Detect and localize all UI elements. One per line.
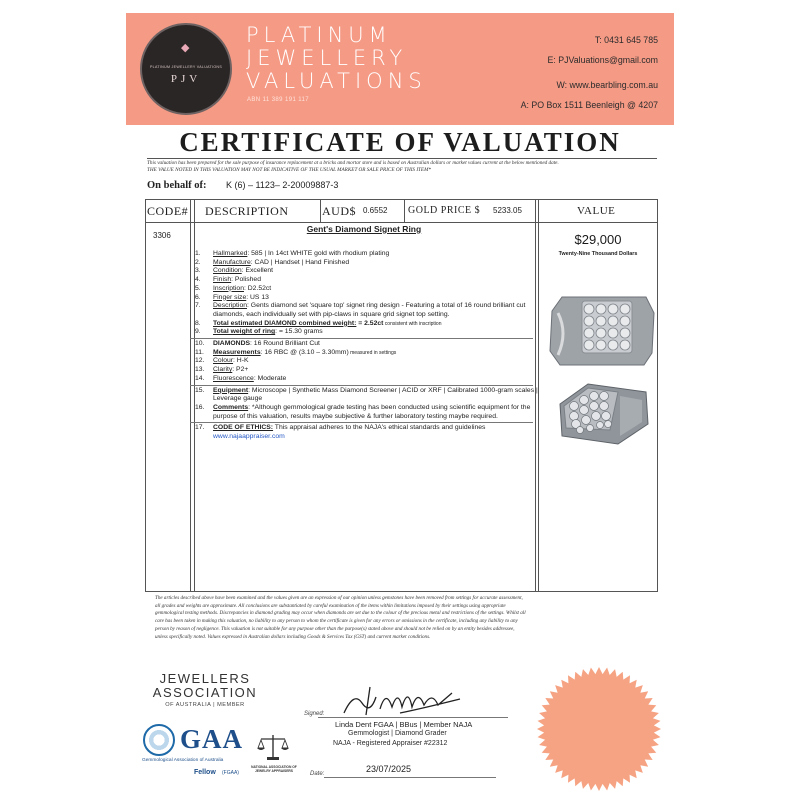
item-text: : = 15.30 grams bbox=[275, 328, 323, 336]
item-number: 1. bbox=[195, 250, 201, 257]
item-label: Inscription bbox=[213, 284, 244, 292]
item-text: : Moderate bbox=[253, 374, 287, 382]
item-text: : *Although gemmological grade testing has been conducted using scientific equipment for the purpose of this valuation, results maybe subjective & further laboratory testing maybe required. bbox=[213, 403, 531, 420]
table-divider-aud bbox=[404, 200, 405, 222]
contact-phone: T: 0431 645 785 bbox=[594, 35, 658, 45]
item-number: 15. bbox=[195, 386, 205, 394]
item-label: Manufacture bbox=[213, 258, 251, 266]
item-note: measured in settings bbox=[348, 349, 397, 356]
list-item bbox=[195, 276, 540, 285]
list-item bbox=[195, 349, 540, 358]
title-divider bbox=[147, 158, 657, 159]
header-aud-value: 0.6552 bbox=[363, 206, 388, 215]
item-text: : P2+ bbox=[232, 366, 249, 374]
item-text: : Excellent bbox=[241, 267, 274, 275]
table-divider-code bbox=[190, 200, 191, 591]
gaa-seal-icon bbox=[143, 724, 175, 756]
item-number: 12. bbox=[195, 357, 205, 365]
item-number: 14. bbox=[195, 374, 205, 382]
jewellers-association-member: OF AUSTRALIA | MEMBER bbox=[165, 702, 245, 708]
gaa-fellow: Fellow bbox=[194, 769, 216, 776]
list-item bbox=[195, 267, 540, 276]
list-item bbox=[195, 340, 540, 349]
valuation-date: 23/07/2025 bbox=[366, 764, 412, 774]
list-item bbox=[195, 375, 540, 384]
naja-logo-text: NATIONAL ASSOCIATION OF JEWELRY APPRAISERS bbox=[251, 765, 297, 773]
item-label: Measurements bbox=[213, 348, 261, 356]
item-text: This appraisal adheres to the NAJA's ethical standards and guidelines bbox=[273, 424, 486, 432]
item-number: 17. bbox=[195, 424, 205, 432]
logo-ring-text: PLATINUM JEWELLERY VALUATIONS bbox=[149, 65, 223, 69]
item-number: 5. bbox=[195, 284, 201, 292]
header-aud-label: AUD$ bbox=[322, 204, 356, 218]
header-code: CODE# bbox=[147, 204, 189, 218]
item-details-list bbox=[195, 250, 540, 442]
signatory-registration: NAJA - Registered Appraiser #22312 bbox=[333, 740, 448, 747]
date-label: Date: bbox=[310, 771, 325, 777]
item-number: 6. bbox=[195, 293, 201, 301]
contact-website[interactable]: W: www.bearbling.com.au bbox=[556, 80, 658, 90]
gaa-logo-text: GAA bbox=[180, 724, 243, 754]
signature-line bbox=[318, 717, 508, 718]
item-text: : US 13 bbox=[246, 293, 269, 301]
ring-photo-top bbox=[548, 293, 656, 369]
value-words: Twenty-Nine Thousand Dollars bbox=[558, 251, 638, 257]
table-header-rule bbox=[146, 222, 657, 223]
item-number: 16. bbox=[195, 403, 205, 411]
item-label: Finish bbox=[213, 276, 232, 284]
item-label: Equipment bbox=[213, 386, 249, 394]
item-text: = 2.52ct bbox=[356, 319, 384, 327]
list-item bbox=[195, 357, 540, 366]
item-label: Colour bbox=[213, 357, 234, 365]
item-label: Hallmarked bbox=[213, 250, 248, 257]
item-label: DIAMONDS bbox=[213, 340, 251, 348]
brand-line-3: VALUATIONS bbox=[246, 69, 427, 93]
brand-line-1: PLATINUM bbox=[246, 23, 392, 47]
section-divider bbox=[190, 385, 533, 386]
signatory-name: Linda Dent FGAA | BBus | Member NAJA bbox=[335, 720, 473, 729]
item-number: 4. bbox=[195, 276, 201, 284]
header-gold-value: 5233.05 bbox=[493, 206, 522, 215]
naja-link[interactable]: www.najaappraiser.com bbox=[213, 433, 285, 441]
item-label: Comments bbox=[213, 403, 249, 411]
disclaimer-line-1: This valuation has been prepared for the sale purpose of insurance replacement at a bricks and mortar store and is based on Australian dollars or market values current at the below mentioned date. bbox=[147, 160, 559, 166]
item-title: Gent's Diamond Signet Ring bbox=[306, 224, 422, 234]
on-behalf-label: On behalf of: bbox=[147, 180, 207, 191]
item-text: : Microscope | Synthetic Mass Diamond Screener | ACID or XRF | Calibrated 1000-gram scales | Leverage gauge bbox=[213, 386, 538, 403]
item-number: 2. bbox=[195, 258, 201, 266]
diamond-icon: ◆ bbox=[181, 42, 190, 54]
item-note: consistent with inscription bbox=[383, 320, 442, 327]
item-label: Description bbox=[213, 302, 247, 310]
section-divider bbox=[190, 422, 533, 423]
seal-body bbox=[537, 667, 661, 791]
item-number: 8. bbox=[195, 319, 201, 327]
company-logo bbox=[140, 23, 232, 115]
list-item bbox=[195, 328, 540, 337]
date-line bbox=[324, 777, 496, 778]
list-item bbox=[195, 320, 540, 329]
item-number: 13. bbox=[195, 366, 205, 374]
ring-photo-angle bbox=[558, 378, 650, 448]
signed-label: Signed: bbox=[304, 711, 325, 717]
list-item bbox=[195, 294, 540, 303]
item-label: Condition bbox=[213, 267, 242, 275]
item-label: Total weight of ring bbox=[213, 328, 276, 336]
list-item bbox=[195, 366, 540, 375]
item-number: 9. bbox=[195, 328, 201, 336]
contact-address: A: PO Box 1511 Beenleigh @ 4207 bbox=[520, 100, 658, 110]
item-label: Fluorescence bbox=[213, 374, 254, 382]
item-text: : 16 Round Brilliant Cut bbox=[250, 340, 320, 348]
disclaimer-line-2: THE VALUE NOTED IN THIS VALUATION MAY NOT BE INDICATIVE OF THE USUAL MARKET OR SALE PRICE OF THIS ITEM* bbox=[147, 167, 432, 173]
item-text: : Polished bbox=[231, 276, 261, 284]
item-label: Total estimated DIAMOND combined weight: bbox=[213, 319, 357, 327]
header-value: VALUE bbox=[577, 205, 616, 217]
list-item bbox=[195, 285, 540, 294]
header-gold-label: GOLD PRICE $ bbox=[408, 205, 481, 216]
list-item bbox=[195, 259, 540, 268]
jewellers-association-logo: JEWELLERS ASSOCIATION bbox=[152, 671, 258, 700]
brand-line-2: JEWELLERY bbox=[246, 46, 408, 70]
gaa-fellow-abbrev: (FGAA) bbox=[222, 770, 239, 776]
list-item bbox=[195, 404, 540, 421]
list-item bbox=[195, 302, 540, 319]
item-label: CODE OF ETHICS: bbox=[213, 424, 274, 432]
abn-number: ABN 11 389 191 117 bbox=[247, 97, 310, 103]
item-text: : CAD | Handset | Hand Finished bbox=[250, 258, 350, 266]
item-text: : D2.52ct bbox=[243, 284, 272, 292]
scales-of-justice-icon bbox=[256, 733, 290, 761]
list-item bbox=[195, 424, 540, 441]
header-description: DESCRIPTION bbox=[205, 204, 289, 218]
item-number: 3. bbox=[195, 267, 201, 275]
table-divider-desc bbox=[320, 200, 321, 222]
logo-initials: PJV bbox=[170, 73, 202, 85]
item-number: 7. bbox=[195, 302, 201, 310]
contact-email[interactable]: E: PJValuations@gmail.com bbox=[547, 55, 658, 65]
certificate-title: CERTIFICATE OF VALUATION bbox=[179, 127, 621, 157]
item-code: 3306 bbox=[153, 231, 171, 240]
signature-graphic bbox=[340, 683, 470, 719]
on-behalf-value: K (6) – 1123– 2-20009887-3 bbox=[226, 180, 339, 190]
item-number: 10. bbox=[195, 340, 205, 348]
item-text: : 585 | In 14ct WHITE gold with rhodium plating bbox=[247, 250, 390, 257]
seal-icon bbox=[536, 666, 662, 792]
list-item bbox=[195, 387, 540, 404]
list-item bbox=[195, 250, 540, 259]
item-label: Finger size bbox=[213, 293, 247, 301]
item-text: : 16 RBC @ (3.10 – 3.30mm) bbox=[260, 348, 349, 356]
item-number: 11. bbox=[195, 348, 204, 356]
gaa-association-name: Gemmological Association of Australia bbox=[142, 758, 224, 763]
footnote-text: The articles described above have been examined and the values given are an expression of our opinion unless gemstones have been removed from settings for accurate assessment, all grades and weights are approximate. All conclusions are substantiated by careful examination of the items within limitations imposed by their settings using appropriate gemmological testing methods. Discrepancies in diamond grading may occur when diamonds are set due to the colour of the precious metal and restrictions of the settings. Whilst all care has been taken in making this valuation, no liability to any person to whom the certificate is given for any errors or omissions in the certificate, including any liability to any person by reason of negligence. This valuation is not suitable for any purpose other than the purpose(s) stated above and should not be relied on by an entity besides addressee, unless specifically noted. Values expressed in Australian dollars including Goods & Services Tax (GST) and current market conditions. bbox=[155, 595, 526, 640]
item-text: : Gents diamond set 'square top' signet ring design - Featuring a total of 16 round brilliant cut diamonds, each individually set with pip-claws in square grid signet top setting. bbox=[213, 302, 526, 318]
item-label: Clarity bbox=[213, 366, 233, 374]
value-amount: $29,000 bbox=[574, 232, 622, 247]
signatory-role: Gemmologist | Diamond Grader bbox=[348, 730, 447, 737]
item-text: : H-K bbox=[233, 357, 249, 365]
section-divider bbox=[190, 338, 533, 339]
